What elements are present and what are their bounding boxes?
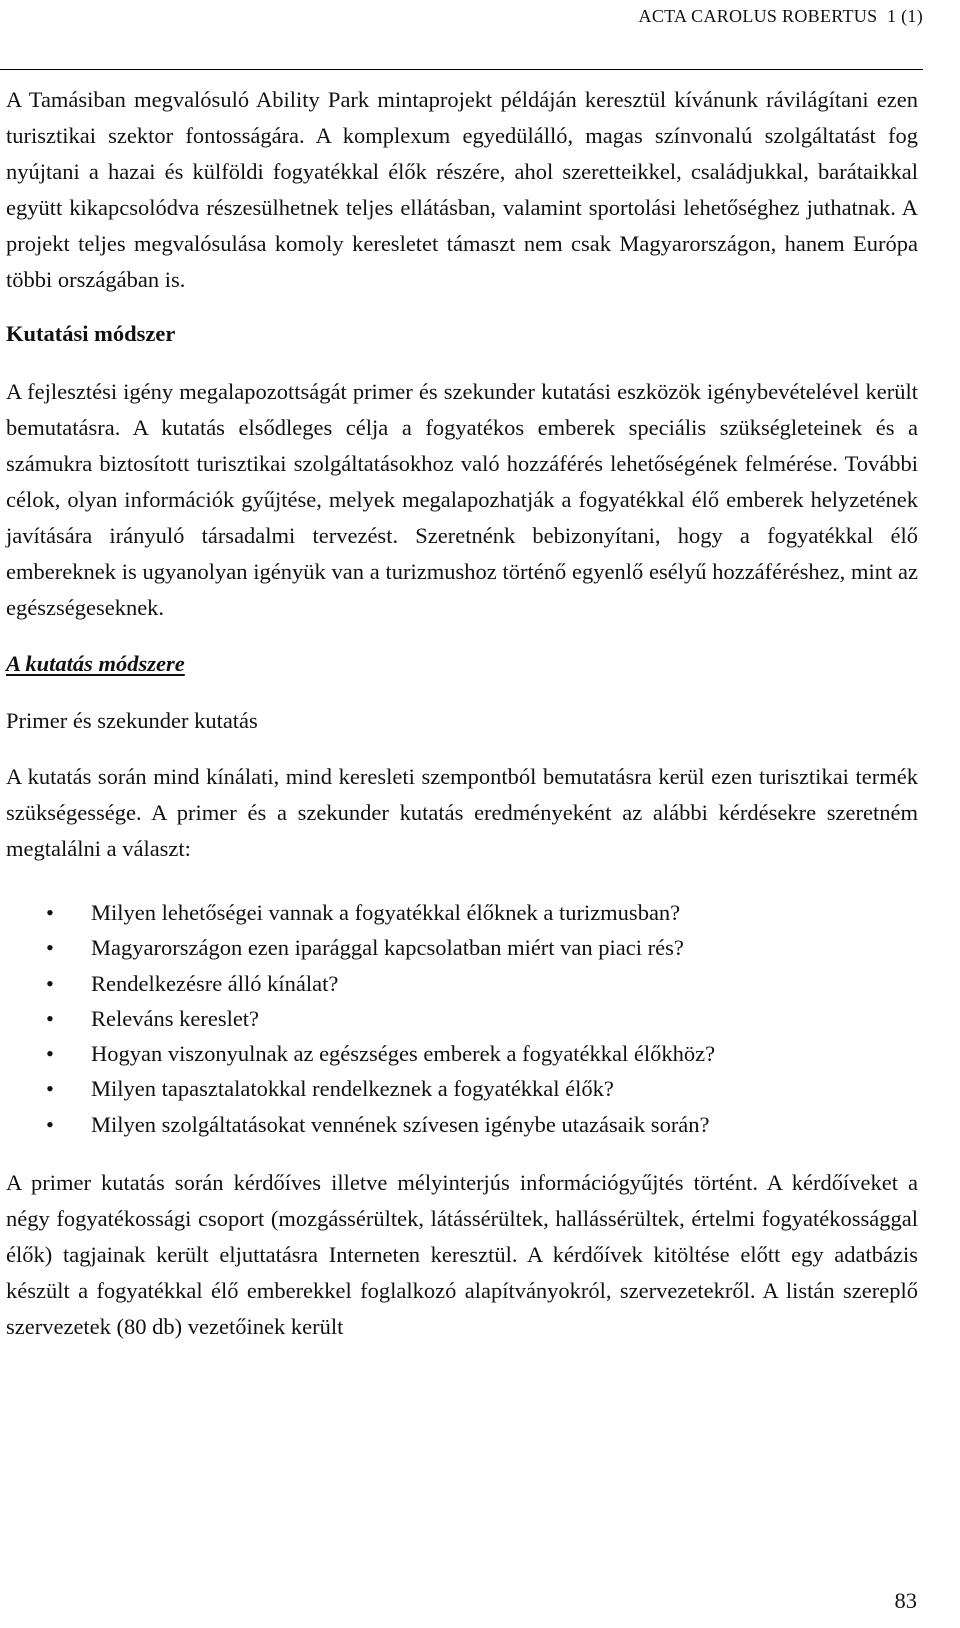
primer-research-paragraph: A primer kutatás során kérdőíves illetve mélyinterjús információgyűjtés történt. A kérdőíveket a négy fogyatékossági csoport (mozgássérültek, látássérültek, hallássérültek, értelmi fogyatékossággal élők) tagjainak került eljuttatásra Interneten keresztül. A kérdőívek kitöltése előtt egy adatbázis készült a fogyatékkal élő emberekkel foglalkozó alapítványokról, szervezetekről. A listán szereplő szervezetek (80 db) vezetőinek került [6, 1170, 918, 1340]
research-paragraph: A kutatás során mind kínálati, mind keresleti szempontból bemutatásra kerül ezen turisztikai termék szükségessége. A primer és a szekunder kutatás eredményeként az alábbi kérdésekre szeretném megtalálni a választ: [6, 764, 918, 861]
intro-paragraph: A Tamásiban megvalósuló Ability Park mintaprojekt példáján keresztül kívánunk rávilágítani ezen turisztikai szektor fontosságára. A komplexum egyedülálló, magas színvonalú szolgáltatást fog nyújtani a hazai és külföldi fogyatékkal élők részére, ahol szeretteikkel, családjukkal, barátaikkal együtt kikapcsolódva részesülhetnek teljes ellátásban, valamint sportolási lehetőséghez juthatnak. A projekt teljes megvalósulása komoly keresletet támaszt nem csak Magyarországon, hanem Európa többi országában is. [6, 87, 918, 292]
method-paragraph: A fejlesztési igény megalapozottságát primer és szekunder kutatási eszközök igénybevételével került bemutatásra. A kutatás elsődleges célja a fogyatékos emberek speciális szükségleteinek és a számukra biztosított turisztikai szolgáltatásokhoz való hozzáférés lehetőségének felmérése. További célok, olyan információk gyűjtése, melyek megalapozhatják a fogyatékkal élő emberek helyzetének javítására irányuló társadalmi tervezést. Szeretnénk bebizonyítani, hogy a fogyatékkal élő embereknek is ugyanolyan igényük van a turizmushoz történő egyenlő esélyű hozzáféréshez, mint az egészségeseknek. [6, 379, 918, 620]
bullet-icon: • [46, 1076, 54, 1102]
running-header [639, 6, 923, 27]
list-item: • Milyen lehetőségei vannak a fogyatékkal élőknek a turizmusban? [6, 895, 918, 930]
header-rule [0, 69, 923, 70]
list-item: • Magyarországon ezen iparággal kapcsolatban miért van piaci rés? [6, 930, 918, 965]
bullet-icon: • [46, 900, 54, 925]
list-item: • Rendelkezésre álló kínálat? [6, 966, 918, 1001]
subheading-primer-szekunder: Primer és szekunder kutatás [6, 708, 258, 733]
section-heading-kutatasi-modszer: Kutatási módszer [6, 321, 176, 346]
page-body [6, 82, 918, 1345]
issue-number: 1 (1) [887, 6, 923, 26]
list-item: • Milyen tapasztalatokkal rendelkeznek a fogyatékkal élők? [6, 1071, 918, 1106]
journal-title: ACTA CAROLUS ROBERTUS [638, 6, 878, 26]
bullet-icon: • [46, 1111, 54, 1137]
section-heading-kutatas-modszere: A kutatás módszere [6, 651, 185, 676]
list-item: • Milyen szolgáltatásokat vennének szívesen igénybe utazásaik során? [6, 1107, 918, 1142]
bullet-icon: • [46, 1005, 54, 1031]
list-item: • Hogyan viszonyulnak az egészséges emberek a fogyatékkal élőkhöz? [6, 1036, 918, 1071]
list-item: • Releváns kereslet? [6, 1001, 918, 1036]
bullet-icon: • [46, 1041, 54, 1067]
bullet-icon: • [46, 935, 54, 961]
bullet-icon: • [46, 970, 54, 996]
research-questions-list [6, 895, 918, 1142]
page-number: 83 [894, 1588, 917, 1613]
